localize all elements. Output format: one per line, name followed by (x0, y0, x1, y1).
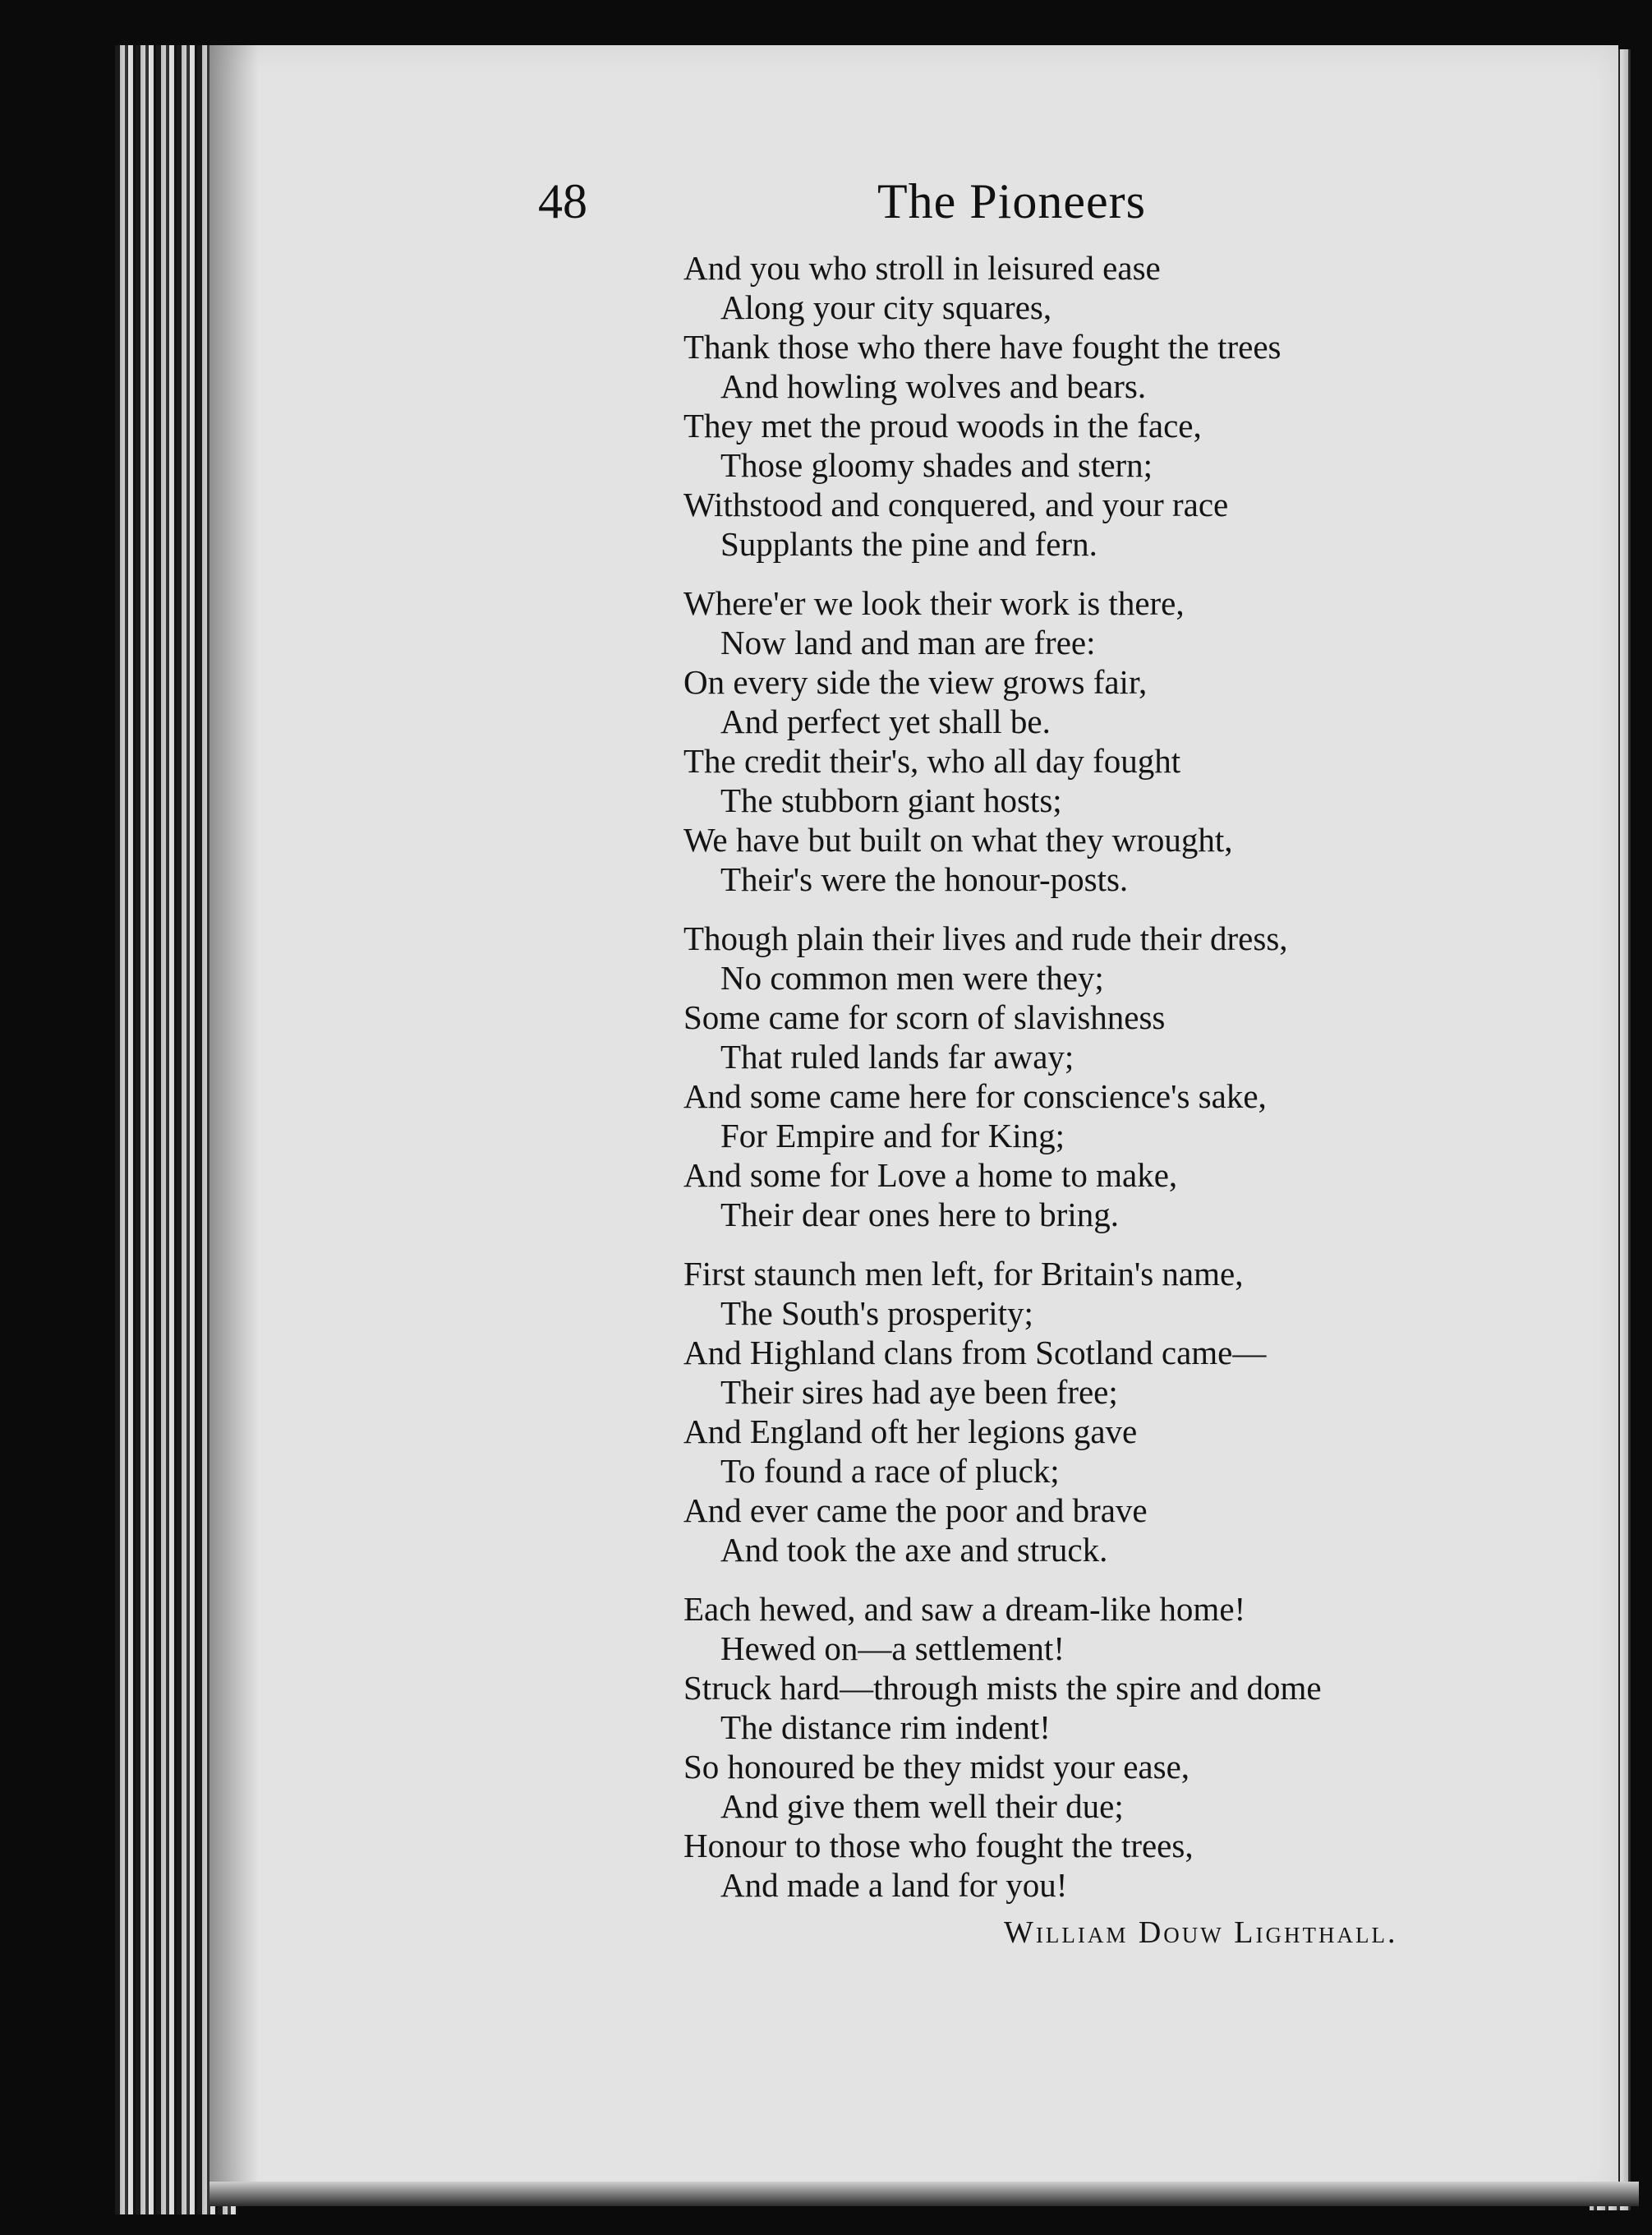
poem-line: The South's prosperity; (720, 1294, 1033, 1332)
poem-line: Their's were the honour-posts. (720, 860, 1129, 898)
poem-line: We have but built on what they wrought, (683, 821, 1233, 859)
running-head (0, 164, 1652, 238)
poem-line: Withstood and conquered, and your race (683, 486, 1229, 523)
author-attribution: William Douw Lighthall. (1004, 1915, 1398, 1950)
poem-line: And give them well their due; (720, 1787, 1124, 1825)
poem-line: And you who stroll in leisured ease (683, 249, 1161, 287)
poem-line: And some came here for conscience's sake, (683, 1077, 1267, 1115)
poem-line: Supplants the pine and fern. (720, 525, 1097, 563)
poem-line: Thank those who there have fought the trees (683, 328, 1282, 366)
poem-line: Each hewed, and saw a dream-like home! (683, 1590, 1246, 1628)
poem-line: For Empire and for King; (720, 1117, 1065, 1154)
poem-line: And howling wolves and bears. (720, 367, 1147, 405)
poem-line: And ever came the poor and brave (683, 1491, 1148, 1529)
poem-line: The distance rim indent! (720, 1708, 1051, 1746)
poem-line: And perfect yet shall be. (720, 703, 1051, 740)
poem-line: And England oft her legions gave (683, 1412, 1138, 1450)
gutter-shadow (209, 45, 259, 2206)
poem-line: That ruled lands far away; (720, 1038, 1074, 1076)
stanza (683, 919, 1587, 1234)
poem (683, 248, 1587, 1924)
stanza (683, 248, 1587, 564)
stanza (683, 583, 1587, 899)
stanza (683, 1589, 1587, 1905)
poem-line: Where'er we look their work is there, (683, 584, 1185, 622)
stanza (683, 1254, 1587, 1569)
page-title: The Pioneers (877, 174, 1146, 228)
poem-line: The credit their's, who all day fought (683, 742, 1181, 780)
poem-line: Now land and man are free: (720, 624, 1096, 661)
poem-line: And some for Love a home to make, (683, 1156, 1178, 1194)
bottom-page-edge (209, 2182, 1639, 2206)
poem-line: To found a race of pluck; (720, 1452, 1060, 1490)
poem-line: No common men were they; (720, 959, 1104, 997)
poem-line: And took the axe and struck. (720, 1531, 1108, 1569)
poem-line: Those gloomy shades and stern; (720, 446, 1153, 484)
poem-line: First staunch men left, for Britain's name, (683, 1255, 1244, 1293)
poem-line: Hewed on—a settlement! (720, 1629, 1065, 1667)
poem-line: Struck hard—through mists the spire and dome (683, 1669, 1322, 1707)
poem-line: And made a land for you! (720, 1866, 1068, 1904)
poem-line: Honour to those who fought the trees, (683, 1827, 1194, 1864)
poem-line: The stubborn giant hosts; (720, 781, 1062, 819)
poem-line: Their sires had aye been free; (720, 1373, 1118, 1411)
poem-line: Their dear ones here to bring. (720, 1196, 1119, 1233)
poem-line: Along your city squares, (720, 288, 1052, 326)
poem-line: So honoured be they midst your ease, (683, 1748, 1190, 1786)
poem-line: They met the proud woods in the face, (683, 407, 1202, 445)
poem-line: On every side the view grows fair, (683, 663, 1148, 701)
poem-line: And Highland clans from Scotland came— (683, 1334, 1267, 1371)
poem-line: Though plain their lives and rude their dress, (683, 919, 1288, 957)
page-number: 48 (538, 174, 587, 228)
poem-line: Some came for scorn of slavishness (683, 998, 1166, 1036)
